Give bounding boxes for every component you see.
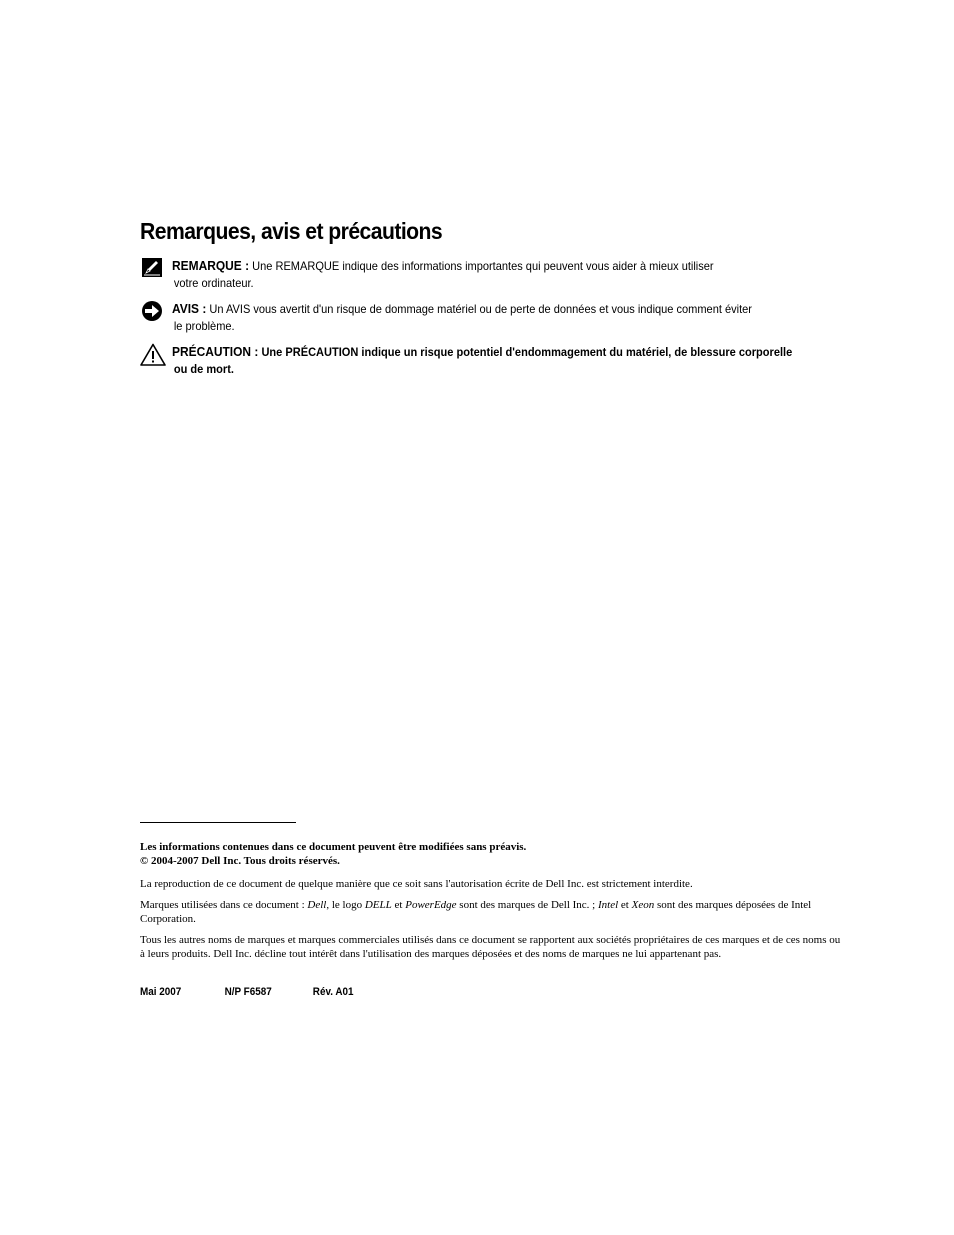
- reproduction-notice: La reproduction de ce document de quelque manière que ce soit sans l'autorisation écrite de Dell Inc. est strictement interdite.: [140, 878, 693, 890]
- warning-triangle-icon: [140, 343, 164, 367]
- document-footer: [140, 986, 354, 998]
- trademark-dell: Dell: [307, 899, 327, 911]
- footer-part-number: N/P F6587: [224, 986, 272, 998]
- legal-notice: [140, 840, 845, 868]
- change-notice: Les informations contenues dans ce document peuvent être modifiées sans préavis.: [140, 841, 527, 853]
- trademark-dell-logo: DELL: [364, 899, 392, 911]
- trademarks-text: sont des marques déposées de Intel Corporation.: [140, 899, 812, 925]
- notice-text-continued: ou de mort.: [173, 362, 234, 376]
- notice-text-continued: le problème.: [173, 319, 235, 333]
- footer-revision: Rév. A01: [312, 986, 354, 998]
- notice-text: Une PRÉCAUTION indique un risque potentiel d'endommagement du matériel, de blessure corporelle: [258, 345, 793, 359]
- notice-text: Une REMARQUE indique des informations importantes qui peuvent vous aider à mieux utiliser: [249, 259, 714, 273]
- notice-label: REMARQUE :: [172, 258, 250, 273]
- trademarks-text: et: [618, 899, 632, 911]
- trademark-poweredge: PowerEdge: [405, 899, 457, 911]
- trademarks-notice: [140, 898, 845, 926]
- trademarks-text: Marques utilisées dans ce document :: [140, 899, 308, 911]
- notice-text: Un AVIS vous avertit d'un risque de dommage matériel ou de perte de données et vous indique comment éviter: [206, 302, 752, 316]
- footer-date: Mai 2007: [140, 986, 182, 998]
- pencil-note-icon: [140, 257, 164, 281]
- trademark-xeon: Xeon: [631, 899, 655, 911]
- trademarks-text: sont des marques de Dell Inc. ;: [456, 899, 598, 911]
- trademarks-text: , le logo: [326, 899, 365, 911]
- trademark-intel: Intel: [597, 899, 619, 911]
- page-title: Remarques, avis et précautions: [140, 218, 443, 244]
- notice-label: AVIS :: [172, 301, 207, 316]
- notice-text-continued: votre ordinateur.: [173, 276, 254, 290]
- trademarks-text: et: [391, 899, 406, 911]
- footnote-rule: [140, 822, 296, 823]
- notice-label: PRÉCAUTION :: [172, 344, 259, 359]
- arrow-circle-icon: [140, 300, 164, 324]
- copyright: © 2004-2007 Dell Inc. Tous droits réservés.: [140, 855, 340, 867]
- other-trademarks-notice: Tous les autres noms de marques et marques commerciales utilisés dans ce document se rapportent aux sociétés propriétaires de ces marques et de ces noms ou à leurs produits. Dell Inc. décline tout intérêt dans l'utilisation des marques déposées et des noms de marques ne lui appartenant pas.: [140, 934, 841, 960]
